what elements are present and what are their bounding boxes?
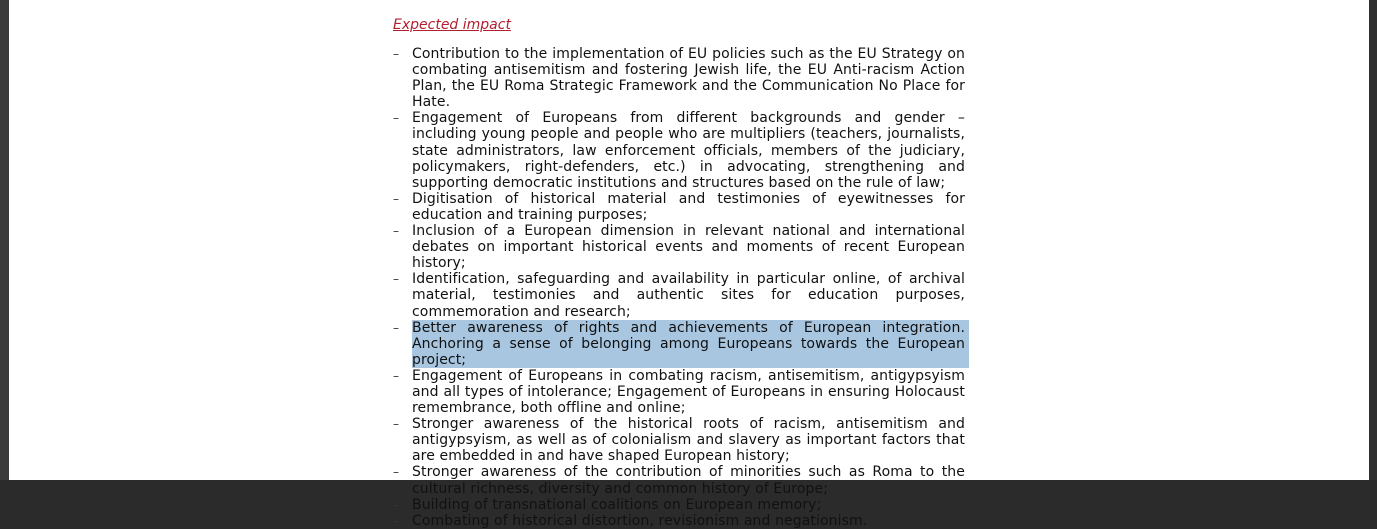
dash-bullet: – xyxy=(393,47,400,61)
list-item[interactable] xyxy=(393,416,965,464)
list-item-text[interactable]: Engagement of Europeans from different backgrounds and gender – including young people and people who are multipliers (teachers, journalists, state administrators, law enforcement officials, members of the judiciary, policymakers, right-defenders, etc.) in advocating, strengthening and supporting democratic institutions and structures based on the rule of law; xyxy=(412,110,965,191)
list-item[interactable] xyxy=(393,368,965,416)
dash-bullet: – xyxy=(393,513,400,528)
list-item[interactable] xyxy=(393,46,965,110)
list-item-text[interactable]: Engagement of Europeans in combating racism, antisemitism, antigypsyism and all types of intolerance; Engagement of Europeans in ensuring Holocaust remembrance, both offline and online; xyxy=(412,367,965,417)
list-item[interactable] xyxy=(393,110,965,190)
list-item[interactable] xyxy=(393,191,965,223)
dash-bullet: – xyxy=(393,497,400,512)
list-item-selected[interactable] xyxy=(393,320,965,368)
dash-bullet: – xyxy=(393,272,400,287)
dash-bullet: – xyxy=(393,111,400,126)
list-item-text[interactable]: Building of transnational coalitions on European memory; xyxy=(412,496,822,513)
list-item[interactable] xyxy=(393,271,965,319)
document-page[interactable] xyxy=(9,0,1369,529)
impact-list xyxy=(393,46,983,529)
list-item-text[interactable]: Contribution to the implementation of EU policies such as the EU Strategy on combating antisemitism and fostering Jewish life, the EU Anti-racism Action Plan, the EU Roma Strategic Framework and the Communication No Place for Hate. xyxy=(412,46,965,111)
list-item-text[interactable]: Identification, safeguarding and availability in particular online, of archival material, testimonies and authentic sites for education purposes, commemoration and research; xyxy=(412,271,965,320)
dash-bullet: – xyxy=(393,368,400,383)
dash-bullet: – xyxy=(393,465,400,480)
list-item-text[interactable]: Inclusion of a European dimension in relevant national and international debates on important historical events and moments of recent European history; xyxy=(412,223,965,272)
list-item[interactable] xyxy=(393,223,965,271)
list-item-text[interactable]: Combating of historical distortion, revisionism and negationism. xyxy=(412,512,868,529)
list-item[interactable] xyxy=(393,513,965,529)
selected-text[interactable]: Better awareness of rights and achievements of European integration. Anchoring a sense of belonging among Europeans towards the European project; xyxy=(412,320,969,368)
list-item-text[interactable]: Stronger awareness of the contribution of minorities such as Roma to the cultural richness, diversity and common history of Europe; xyxy=(412,464,965,497)
list-item[interactable] xyxy=(393,464,965,496)
list-item[interactable] xyxy=(393,497,965,513)
dash-bullet: – xyxy=(393,320,400,335)
list-item-text[interactable]: Stronger awareness of the historical roots of racism, antisemitism and antigypsyism, as well as of colonialism and slavery as important factors that are embedded in and have shaped European history; xyxy=(412,416,965,465)
dash-bullet: – xyxy=(393,191,400,206)
section-heading: Expected impact xyxy=(393,17,511,33)
dash-bullet: – xyxy=(393,224,400,239)
list-item-text[interactable]: Digitisation of historical material and testimonies of eyewitnesses for education and training purposes; xyxy=(412,190,965,223)
dash-bullet: – xyxy=(393,417,400,432)
viewer-left-gutter xyxy=(0,0,9,480)
viewer-right-gutter xyxy=(1369,0,1377,480)
